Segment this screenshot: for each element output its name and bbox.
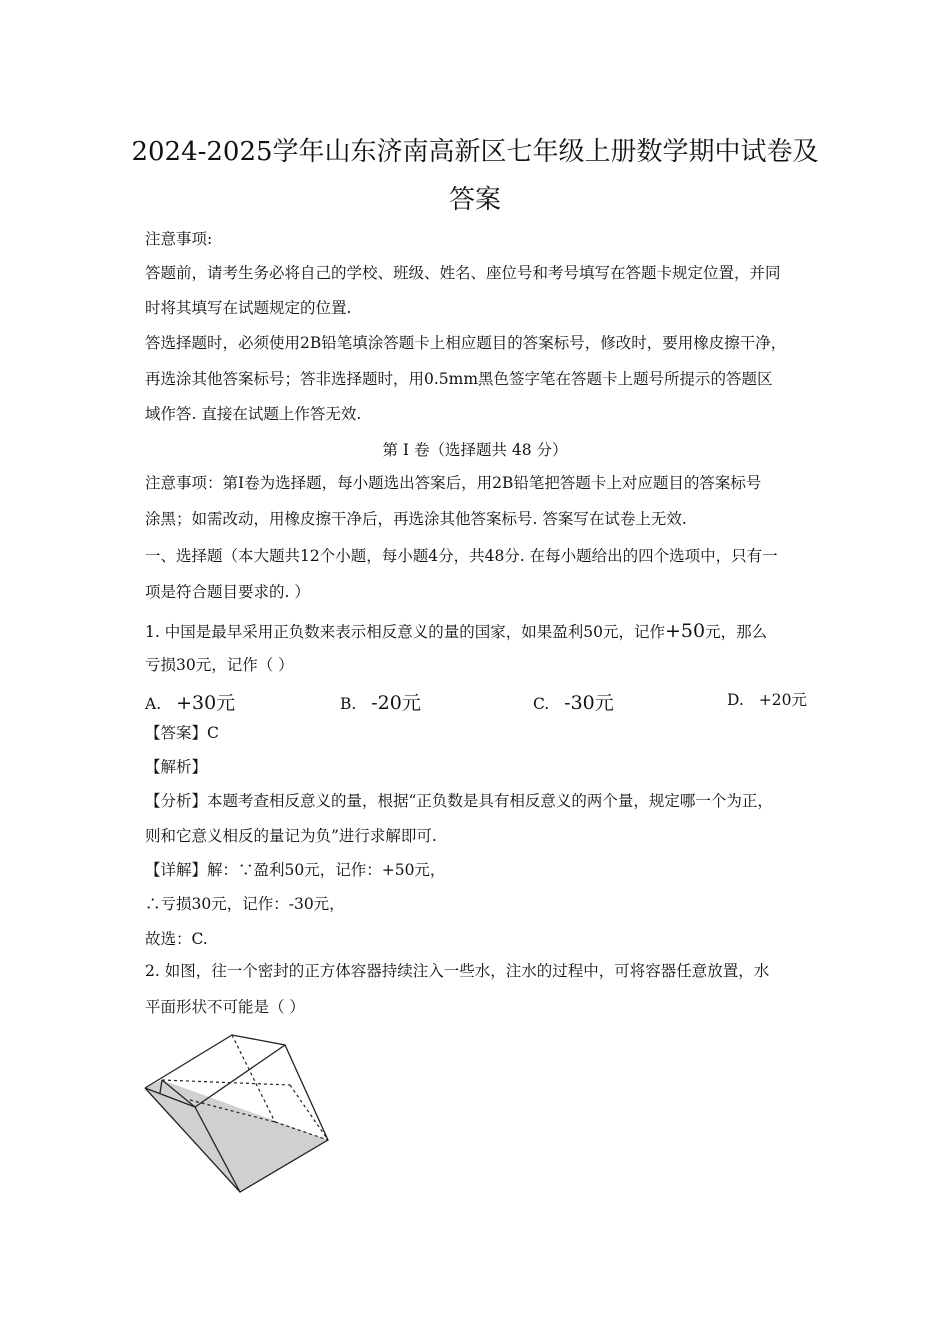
q2-stem-line2: 平面形状不可能是（ ）: [145, 998, 305, 1016]
q1-stem-text-b: 元，那么: [705, 623, 768, 641]
q1-choose: 故选：C.: [145, 930, 208, 948]
notice-p1-line1: 答题前，请考生务必将自己的学校、班级、姓名、座位号和考号填写在答题卡规定位置，并同: [145, 264, 781, 282]
q1-option-a-label: A.: [145, 695, 162, 713]
part1-heading: 第 I 卷（选择题共 48 分）: [382, 441, 568, 459]
notice-p2-line1: 答选择题时，必须使用2B铅笔填涂答题卡上相应题目的答案标号，修改时，要用橡皮擦干净，: [145, 334, 787, 352]
q1-analysis-heading: 【解析】: [145, 758, 208, 776]
notice-p2-line3: 域作答. 直接在试题上作答无效.: [145, 405, 362, 423]
q1-detail-line2: ∴亏损30元，记作：-30元，: [145, 895, 345, 913]
q1-option-d: [727, 688, 807, 710]
title-line-1: 2024-2025学年山东济南高新区七年级上册数学期中试卷及: [131, 137, 819, 167]
q1-option-c: [533, 688, 614, 715]
q1-option-a-value: +30元: [176, 692, 236, 714]
q1-detail-line1: 【详解】解：∵盈利50元，记作：+50元，: [145, 861, 446, 879]
notice-p1-line2: 时将其填写在试题规定的位置.: [145, 299, 352, 317]
title-line-2: 答案: [448, 185, 501, 215]
q1-option-a: [145, 688, 235, 715]
q1-option-b-value: -20元: [371, 692, 421, 714]
cube-water-figure: [140, 1030, 340, 1200]
section-line1: 一、选择题（本大题共12个小题，每小题4分，共48分. 在每小题给出的四个选项中，只有一: [145, 547, 778, 565]
water-surface-back-edge: [162, 1080, 290, 1085]
q1-option-b: [340, 688, 421, 715]
part1-notice-line1: 注意事项：第Ⅰ卷为选择题，每小题选出答案后，用2B铅笔把答题卡上对应题目的答案标号: [145, 474, 762, 492]
q1-stem-math: +50: [664, 620, 706, 642]
notice-heading: 注意事项:: [145, 230, 213, 248]
section-line2: 项是符合题目要求的. ）: [145, 583, 310, 601]
part1-notice-line2: 涂黑；如需改动，用橡皮擦干净后，再选涂其他答案标号. 答案写在试卷上无效.: [145, 510, 687, 528]
q1-answer: 【答案】C: [145, 724, 219, 742]
notice-p2-line2: 再选涂其他答案标号；答非选择题时，用0.5mm黑色签字笔在答题卡上题号所提示的答题区: [145, 370, 773, 388]
q1-option-d-label: D.: [727, 691, 744, 709]
q1-stem-line2: 亏损30元，记作（ ）: [145, 656, 294, 674]
q1-option-c-label: C.: [533, 695, 550, 713]
q1-option-c-value: -30元: [564, 692, 614, 714]
q1-analysis-line1: 【分析】本题考查相反意义的量，根据“正负数是具有相反意义的两个量，规定哪一个为正，: [145, 792, 773, 810]
q1-analysis-line2: 则和它意义相反的量记为负”进行求解即可.: [145, 827, 437, 845]
water-region: [145, 1080, 328, 1192]
q1-option-d-value: +20元: [758, 691, 807, 709]
q1-stem-text-a: 1. 中国是最早采用正负数来表示相反意义的量的国家，如果盈利50元，记作: [145, 623, 665, 641]
q2-stem-line1: 2. 如图，往一个密封的正方体容器持续注入一些水，注水的过程中，可将容器任意放置，水: [145, 962, 770, 980]
q1-stem-line1: [145, 620, 767, 643]
q1-option-b-label: B.: [340, 695, 357, 713]
